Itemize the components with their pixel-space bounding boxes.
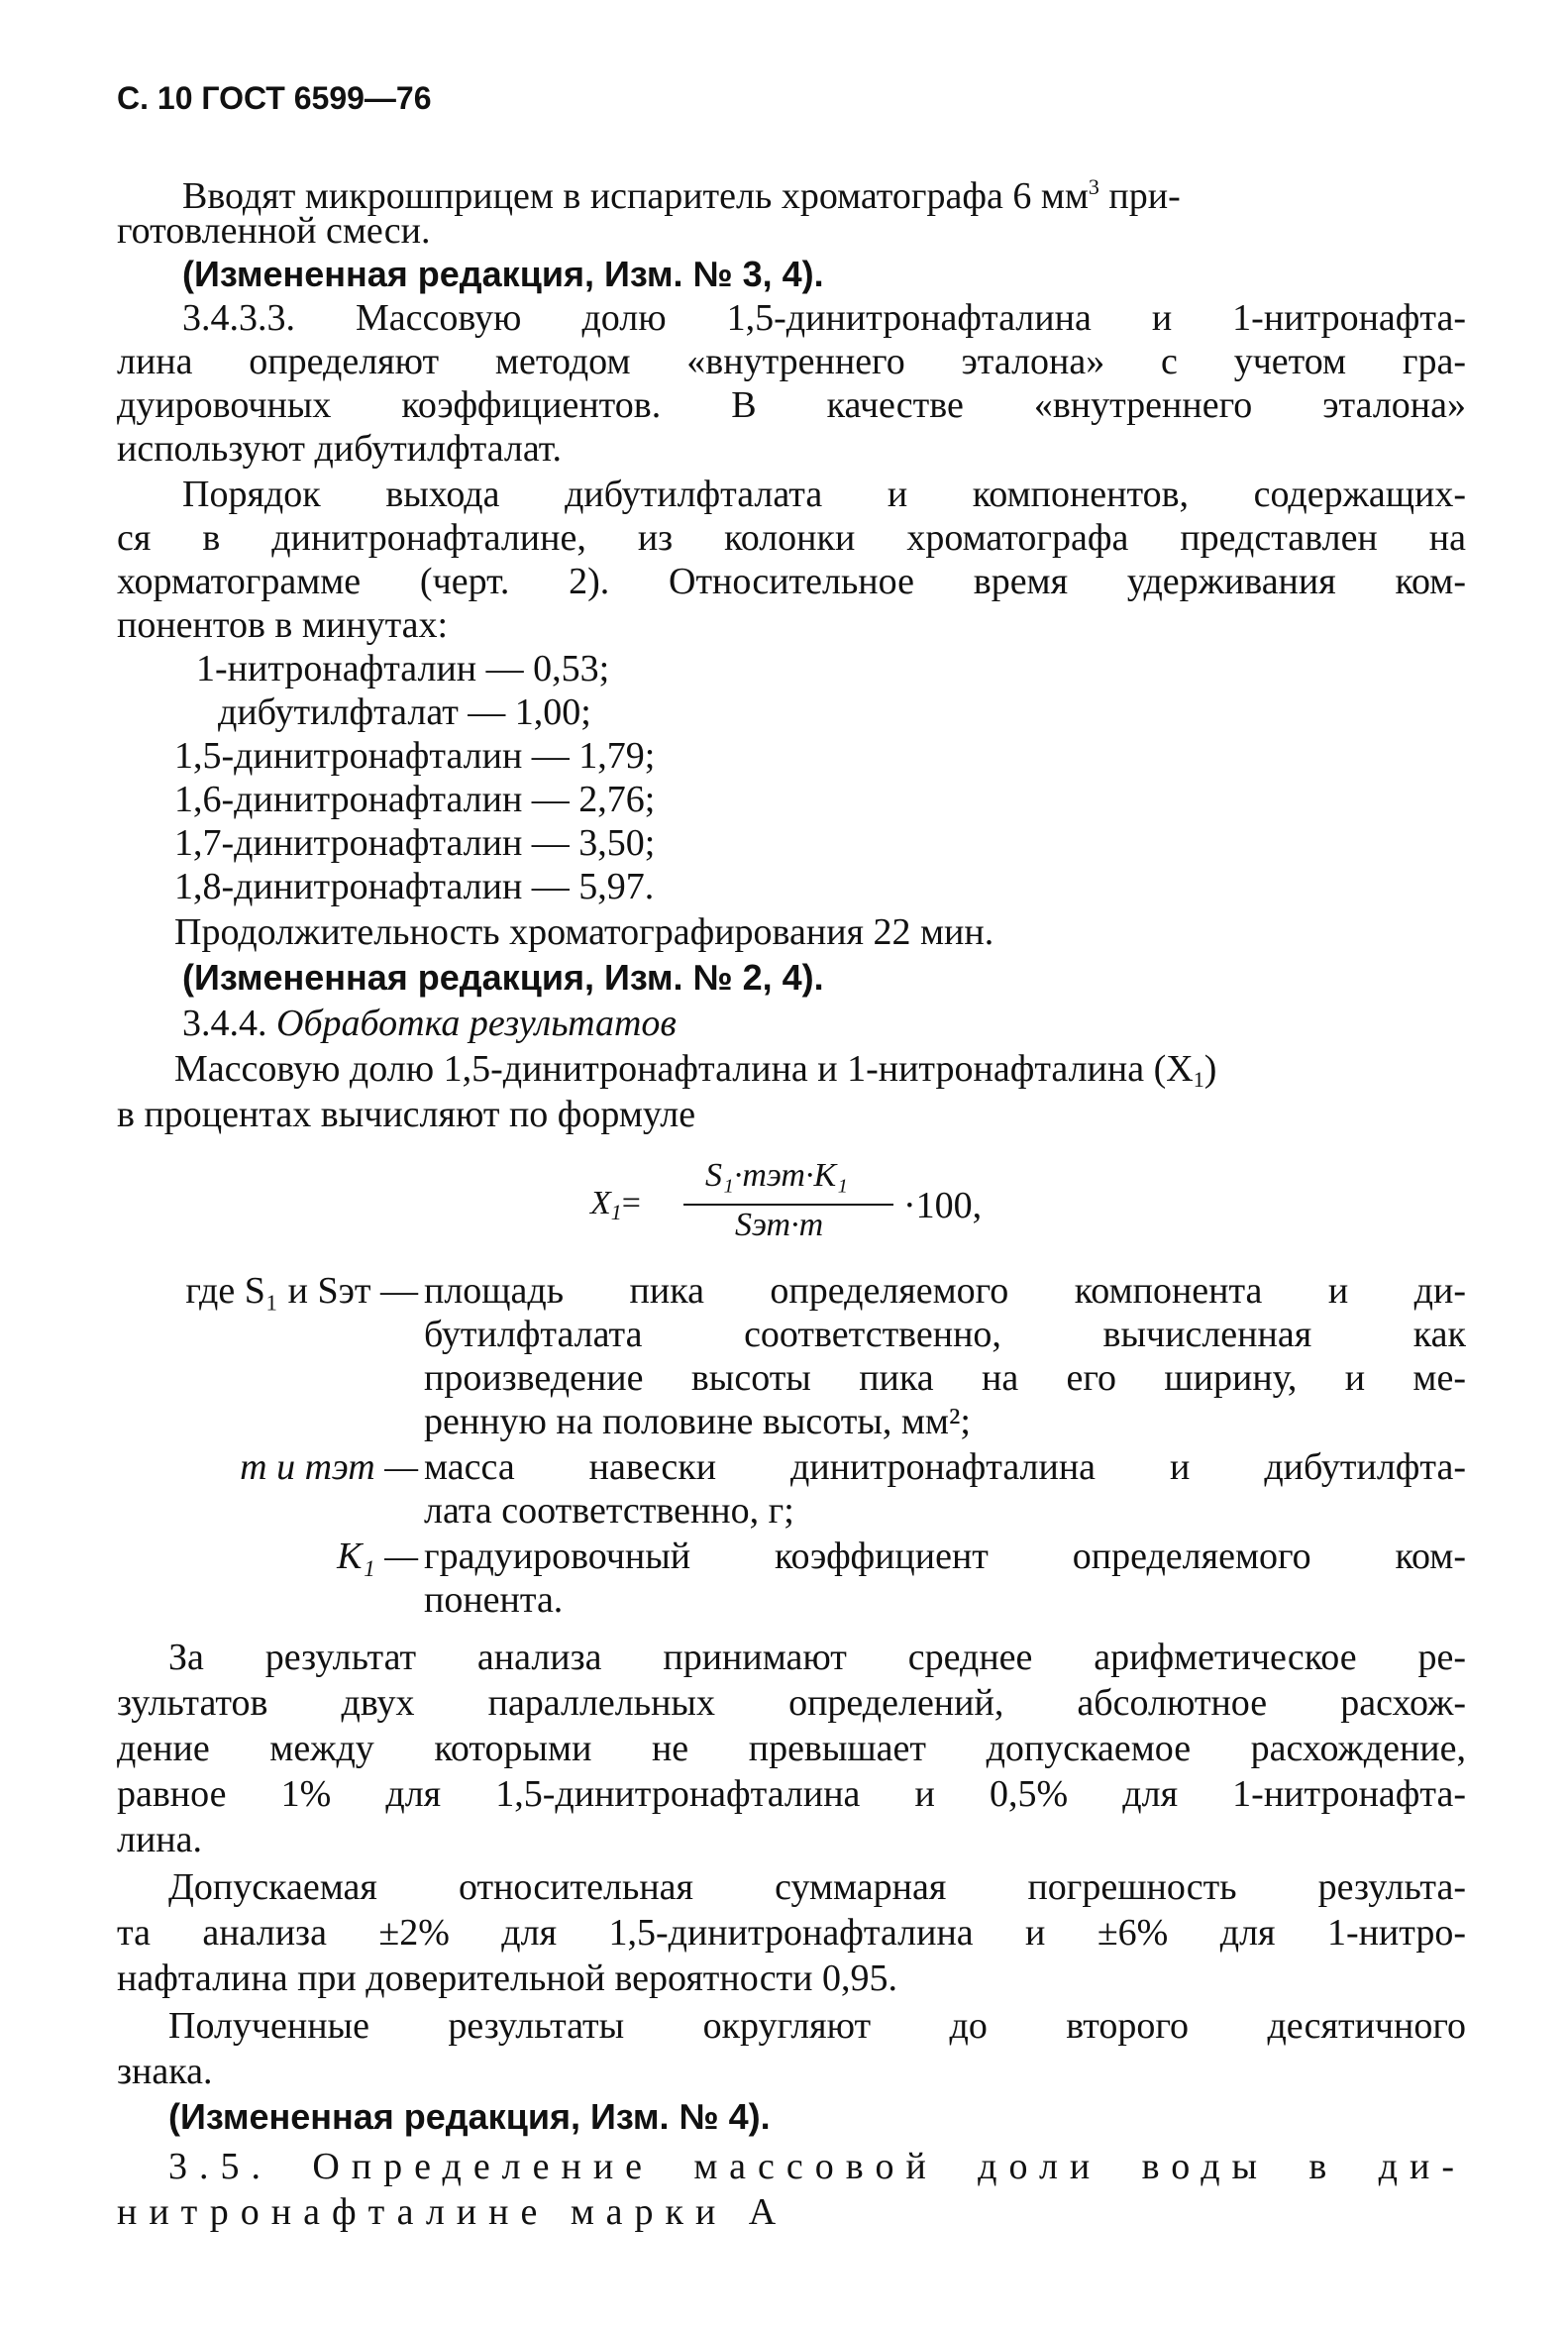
retention-item: 1,6-динитронафталин — 2,76; [174,779,656,820]
paragraph-line: Допускаемая относительная суммарная погрешность результа- [168,1866,1466,1908]
paragraph-line: в процентах вычисляют по формуле [117,1094,696,1135]
definition-line: ренную на половине высоты, мм²; [424,1401,971,1442]
paragraph-line: та анализа ±2% для 1,5-динитронафталина и ±6% для 1-нитро- [117,1912,1466,1954]
paragraph-line: равное 1% для 1,5-динитронафталина и 0,5% для 1-нитронафта- [117,1773,1466,1815]
change-note: (Измененная редакция, Изм. № 2, 4). [182,957,824,998]
paragraph-line: готовленной смеси. [117,210,431,252]
definition-term: где S₁ и Sэт — [185,1270,418,1312]
paragraph-line: хорматограмме (черт. 2). Относительное время удерживания ком- [117,561,1466,602]
retention-item: 1,5-динитронафталин — 1,79; [174,735,656,777]
paragraph-line: используют дибутилфталат. [117,428,562,470]
change-note: (Измененная редакция, Изм. № 4). [168,2096,771,2137]
definition-line: понента. [424,1579,564,1621]
change-note: (Измененная редакция, Изм. № 3, 4). [182,254,824,294]
paragraph-line: Продолжительность хроматографирования 22 мин. [174,911,994,953]
paragraph-line: зультатов двух параллельных определений, абсолютное расхож- [117,1682,1466,1724]
formula-tail: ·100, [903,1185,983,1226]
paragraph-line: Полученные результаты округляют до второго десятичного [168,2005,1466,2047]
paragraph-line: ся в динитронафталине, из колонки хроматографа представлен на [117,517,1466,559]
definition-line: лата соответственно, г; [424,1490,794,1532]
paragraph-line: лина. [117,1819,203,1860]
retention-item: дибутилфталат — 1,00; [218,691,591,733]
page-header: С. 10 ГОСТ 6599—76 [117,80,432,116]
section-heading: 3.5. Определение массовой доли воды в ди- [168,2146,1466,2187]
section-heading: 3.4.4. Обработка результатов [182,1003,677,1044]
paragraph-line: Порядок выхода дибутилфталата и компонентов, содержащих- [182,474,1466,515]
definition-line: градуировочный коэффициент определяемого ком- [424,1535,1466,1577]
paragraph-line: лина определяют методом «внутреннего эталона» с учетом гра- [117,341,1466,382]
definition-line: произведение высоты пика на его ширину, и ме- [424,1357,1466,1399]
formula-numerator: S₁·mэт·K₁ [705,1157,848,1194]
paragraph-line: Вводят микрошприцем в испаритель хроматографа 6 $мм^3$ при- [182,174,1181,217]
fraction-bar [683,1204,893,1206]
definition-term: m и mэт — [240,1446,418,1488]
definition-line: бутилфталата соответственно, вычисленная как [424,1314,1466,1355]
definition-line: масса навески динитронафталина и дибутилфта- [424,1446,1466,1488]
section-heading: нитронафталине марки А [117,2191,788,2233]
paragraph-line: 3.4.3.3. Массовую долю 1,5-динитронафталина и 1-нитронафта- [182,297,1466,339]
definition-term: K₁ — [337,1535,418,1577]
retention-item: 1,7-динитронафталин — 3,50; [174,822,656,864]
paragraph-line: дуировочных коэффициентов. В качестве «внутреннего эталона» [117,384,1466,426]
retention-item: 1-нитронафталин — 0,53; [196,648,610,689]
formula-denominator: Sэт·m [735,1207,824,1243]
formula-lhs: $X_1=$ [590,1185,641,1224]
paragraph-line: За результат анализа принимают среднее арифметическое ре- [168,1637,1466,1678]
paragraph-line: Массовую долю 1,5-динитронафталина и 1-нитронафталина $(X_1)$ [174,1048,1217,1092]
paragraph-line: знака. [117,2051,213,2092]
retention-item: 1,8-динитронафталин — 5,97. [174,866,655,907]
definition-line: площадь пика определяемого компонента и ди- [424,1270,1466,1312]
paragraph-line: дение между которыми не превышает допускаемое расхождение, [117,1728,1466,1769]
paragraph-line: понентов в минутах: [117,604,449,646]
paragraph-line: нафталина при доверительной вероятности 0,95. [117,1958,897,1999]
